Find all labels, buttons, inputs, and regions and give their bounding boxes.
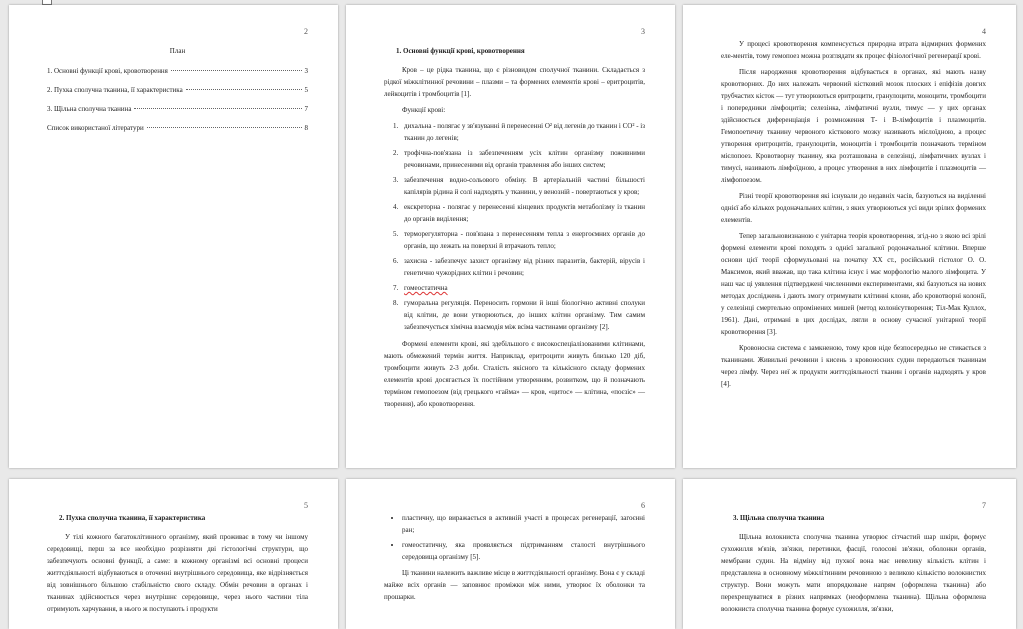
paragraph: У тілі кожного багатоклітинного організму, який проживає в тому чи іншому середовищі, перш за все необхідно розрізняти дві гістологічні структури, що забезпечують основні функції, а саме: в кожному організмі всі основні процеси життєдіяльності відбуваються в оточенні внутрішнього середовища, яке відрізняється від зовнішнього більшою стабільністю свого складу. Обмін речовин в органах і тканинах здійснюється через внутрішнє середовище, через нього частини тіла отримують харчування, в нього ж поступають і продукти: [47, 533, 308, 613]
page-content: [721, 512, 986, 619]
function-item: 3. забезпечення водно-сольового обміну. В артеріальній частині більшості капілярів рідина й солі надходять у тканини, у венозній - повертаються у кров;: [400, 174, 645, 198]
bullet-item: • гомеостатичну, яка проявляється підтриманням сталості внутрішнього середовища організму [5].: [402, 539, 645, 563]
paragraph: Різні теорії кровотворення які існували до недавніх часів, базуються на виділенні однієї або кількох родоначальних клітин, з яких утворюються усі види зрілих формених елементів.: [721, 192, 986, 224]
toc-leader-dots: [171, 70, 302, 71]
section-heading: 3. Щільна сполучна тканина: [733, 514, 825, 522]
section-heading: 1. Основні функції крові, кровотворення: [396, 47, 525, 55]
page-3: [346, 5, 675, 468]
page-content: [47, 45, 308, 141]
toc-entry-label: 2. Пухка сполучна тканина, її характеристика: [47, 86, 183, 94]
page-6: [346, 479, 675, 629]
page-number: 3: [641, 27, 645, 36]
function-item: 7. гомеостатична: [400, 282, 645, 294]
page-7: [683, 479, 1016, 629]
paragraph: Після народження кровотворення відбувається в органах, які мають назву кровотворних. До них належать червоний кістковий мозок плоских і епіфізів довгих трубчастих кісток — тут утворюються еритроцити, гранулоцити, моноцити, тромбоцити і попередники лімфоцитів; селезінка, лімфатичні вузли, тимус — у цих органах здійснюється диференціація і розмноження Т- і В-лімфоцитів і плазмоцитів. Гемопоетичну тканину червоного кісткового мозку називають мієлоїдною, а процес утворення еритроцитів, гранулоцитів, моноцитів і тромбоцитів позначають терміном мієлопоез. Кровотворну тканину, яка розташована в селезінці, лімфатичних вузлах і тимусі, називають лімфоїдною, а процес утворення в них лімфоцитів і плазмоцитів — лімфопоезом.: [721, 68, 986, 184]
toc-entry-label: Список використаної літератури: [47, 124, 144, 132]
page-5: [9, 479, 338, 629]
toc-entry[interactable]: [47, 122, 308, 134]
toc-entry-page: 5: [304, 86, 308, 94]
toc-entry[interactable]: [47, 84, 308, 96]
function-item: 8. гуморальна регуляція. Переносить гормони й інші біологічно активні сполуки від клітин, де вони утворюються, до інших клітин організму. Тим самим забезпечується хімічна взаємодія між всіма частинами організму [2].: [400, 297, 645, 333]
function-item: 1. дихальна - полягає у зв'язуванні й перенесенні O² від легенів до тканин і CO² - із тканин до легенів;: [400, 120, 645, 144]
page-number: 5: [304, 501, 308, 510]
section-heading: 2. Пухка сполучна тканина, її характеристика: [59, 514, 206, 522]
paragraph: Кровоносна система є замкненою, тому кров ніде безпосередньо не стикається з тканинами. Живильні речовини і кисень з кровоносних судин передаються тканинам через лімфу. Через неї ж продукти життєдіяльності тканин і органів надходять у кров [4].: [721, 344, 986, 388]
toc-entry-page: 8: [304, 124, 308, 132]
page-4: [683, 5, 1016, 468]
toc-entry-page: 7: [304, 105, 308, 113]
toc-entry-page: 3: [304, 67, 308, 75]
table-of-contents: [47, 65, 308, 134]
paragraph: Щільна волокниста сполучна тканина утворює сітчастий шар шкіри, формує сухожилля м'язів, зв'язки, перетинки, фасції, голосові зв'язки, оболонки органів, мембрани судин. На відміну від пухкої вона має невелику кількість клітин і представлена в основному міжклітинним речовиною з великою кількістю волокнистих структур. Вони можуть мати впорядковане напрям (оформлена тканина) або перехрещуватися в різних напрямках (неоформлена тканина). Щільна оформлена волокниста сполучна тканина формує сухожилля, зв'язки,: [721, 533, 986, 613]
bullet-item: • пластичну, що виражається в активній участі в процесах регенерації, загоєнні ран;: [402, 512, 645, 536]
toc-leader-dots: [147, 127, 302, 128]
functions-list: [384, 120, 645, 333]
bullet-list: [384, 512, 645, 563]
paragraph: Ці тканини належить важливе місце в життєдіяльності організму. Вона є у складі майже всіх органів — заповнює проміжки між ними, утворює їх оболонки та прошарки.: [384, 569, 645, 601]
page-number: 4: [982, 27, 986, 36]
page-number: 7: [982, 501, 986, 510]
toc-entry[interactable]: [47, 65, 308, 77]
intro-paragraph: Кров – це рідка тканина, що є різновидом сполучної тканини. Складається з рідкої міжклітинної речовини – плазми – та формених елементів крові – еритроцитів, лейкоцитів і тромбоцитів [1].: [384, 66, 645, 98]
function-item: 6. захисна - забезпечує захист організму від різних паразитів, бактерій, вірусів і генетично чужорідних клітин і речовин;: [400, 255, 645, 279]
toc-entry-label: 1. Основні функції крові, кровотворення: [47, 67, 168, 75]
toc-entry[interactable]: [47, 103, 308, 115]
page-number: 6: [641, 501, 645, 510]
closing-paragraph: Формені елементи крові, які здебільшого є високоспеціалізованими клітинами, мають обмежений термін життя. Наприклад, еритроцити живуть близько 120 діб, тромбоцити живуть 2-3 доби. Сталість якісного та кількісного складу формених елементів крові досягається їх постійним утворенням, розвитком, що й позначають терміном гемопоезом (від грецького «гайма» — кров, «цитос» — клітина, «поєзіс» — творення), або кровотворення.: [384, 340, 645, 408]
page-content: [384, 512, 645, 607]
toc-leader-dots: [186, 89, 302, 90]
paragraph: Тепер загальновизнаною є унітарна теорія кровотворення, згід-но з якою всі зрілі формені елементи крові походять з однієї загальної родоначальної клітини. Вперше основи цієї теорії сформульовані на початку XX ст., російський гістолог О. О. Максимов, який вважав, що така клітина існує і має морфологію малого лімфоцита. У наш час ці уявлення підтверджені численними експериментами, які базуються на нових методах досліджень і дають змогу отримувати клітинні клони, або кровотворні колонії, у селезінці смертельно опромінених мишей (метод колонієутворення; Тіл-Мак Куллох, 1961). Дані, отримані в цих дослідах, лягли в основу сучасної унітарної теорії кровотворення [3].: [721, 232, 986, 336]
toc-entry-label: 3. Щільна сполучна тканина: [47, 105, 132, 113]
page-2: [9, 5, 338, 468]
page-content: [721, 38, 986, 394]
function-item: 2. трофічна-пов'язана із забезпеченням усіх клітин організму поживними речовинами, принесеними від органів травлення або інших систем;: [400, 147, 645, 171]
toc-leader-dots: [134, 108, 301, 109]
plan-title: План: [169, 47, 186, 55]
page-content: [384, 45, 645, 414]
functions-title: Функції крові:: [402, 106, 446, 114]
function-item: 5. терморегуляторна - пов'язана з перенесенням тепла з енергоємних органів до органів, що лежать на поверхні й втрачають тепло;: [400, 228, 645, 252]
function-item: 4. екскреторна - полягає у перенесенні кінцевих продуктів метаболізму із тканин до органів виділення;: [400, 201, 645, 225]
page-number: 2: [304, 27, 308, 36]
paragraph: У процесі кровотворення компенсується природна втрата відмирних формених еле-ментів, тому гемопоез можна розглядати як процес фізіологічної регенерації крові.: [721, 40, 986, 60]
page-content: [47, 512, 308, 619]
